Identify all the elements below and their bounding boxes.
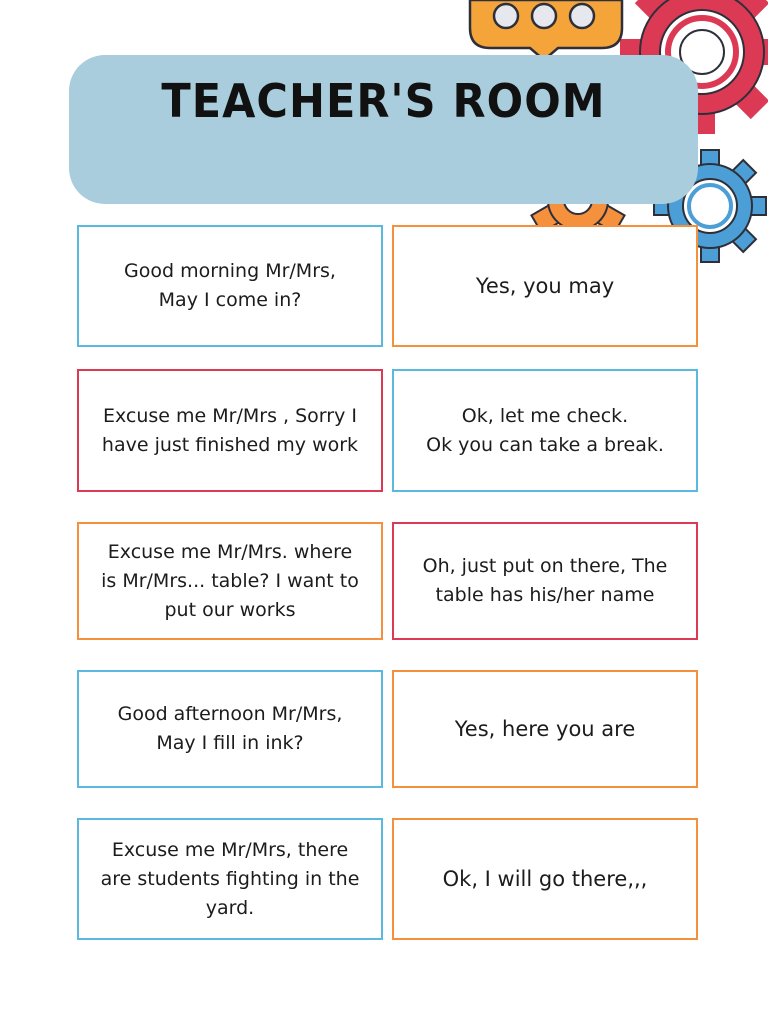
dialogue-card-response xyxy=(392,818,698,940)
card-text: Yes, you may xyxy=(475,273,615,298)
card-text: Good afternoon Mr/Mrs, May I fill in ink? xyxy=(117,703,343,754)
dialogue-card-prompt xyxy=(77,670,383,788)
card-text: Ok, I will go there,,, xyxy=(442,866,648,891)
page-title: TEACHER'S ROOM xyxy=(161,75,606,129)
dialogue-card-response xyxy=(392,369,698,492)
card-text: Good morning Mr/Mrs, May I come in? xyxy=(124,260,336,311)
dialogue-card-prompt xyxy=(77,369,383,492)
dialogue-card-response xyxy=(392,522,698,640)
card-text: Yes, here you are xyxy=(454,716,636,741)
dialogue-card-prompt xyxy=(77,522,383,640)
dialogue-card-response xyxy=(392,670,698,788)
title-panel xyxy=(69,55,698,204)
dialogue-card-prompt xyxy=(77,818,383,940)
card-text: Excuse me Mr/Mrs , Sorry I have just finished my work xyxy=(101,404,359,456)
chat-bubble-icon xyxy=(470,0,622,60)
card-text: Ok, let me check. Ok you can take a break. xyxy=(426,404,664,456)
card-text: Excuse me Mr/Mrs. where is Mr/Mrs... table? I want to put our works xyxy=(101,540,359,621)
dialogue-card-response xyxy=(392,225,698,347)
dialogue-card-prompt xyxy=(77,225,383,347)
card-text: Excuse me Mr/Mrs, there are students fighting in the yard. xyxy=(100,838,360,919)
card-text: Oh, just put on there, The table has his/her name xyxy=(422,555,668,606)
